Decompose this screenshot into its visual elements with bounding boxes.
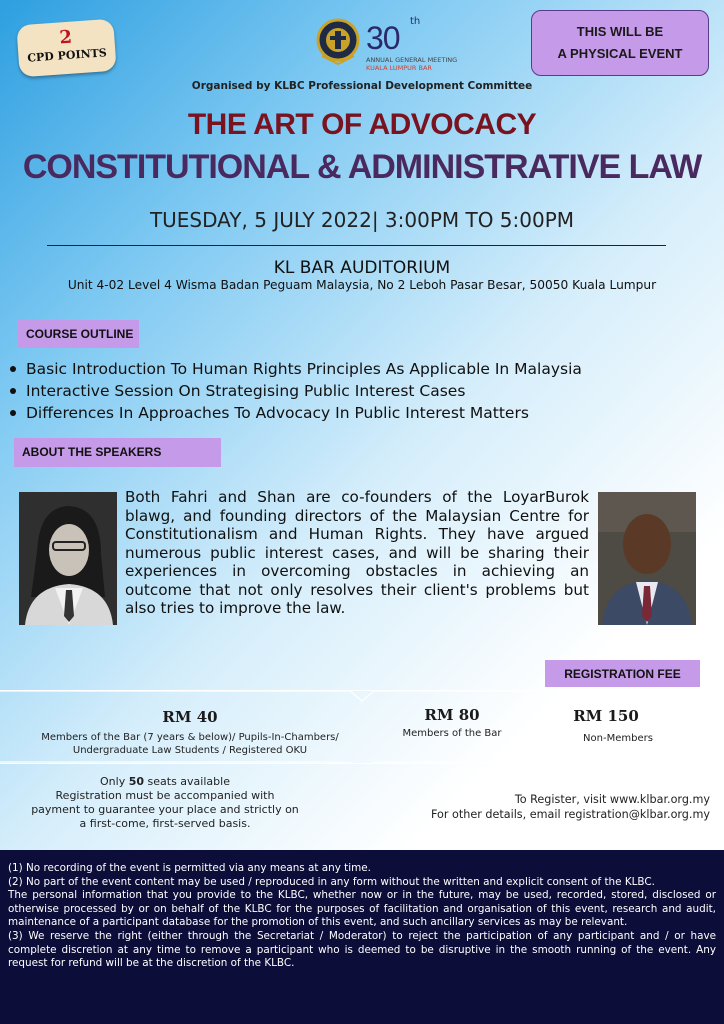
fee-desc-tier1 [20,731,360,757]
terms-item: (1) No recording of the event is permitted via any means at any time. [8,862,371,874]
seats-prefix: Only [100,775,129,788]
physical-event-line1: THIS WILL BE [576,24,664,39]
seats-line3: payment to guarantee your place and strictly on [31,803,299,816]
divider [47,245,666,246]
bullet-icon [10,366,16,372]
speaker-photo-fahri [19,492,117,625]
list-item [10,402,582,424]
list-item [10,358,582,380]
fee-desc-tier3: Non-Members [583,733,653,744]
course-outline-list [10,358,582,424]
register-email-line[interactable]: For other details, email registration@klbar.org.my [430,808,710,821]
seats-line4: a first-come, first-served basis. [79,817,251,830]
outline-item-text: Basic Introduction To Human Rights Principles As Applicable In Malaysia [26,360,582,378]
outline-item-text: Differences In Approaches To Advocacy In Public Interest Matters [26,404,529,422]
list-item [10,380,582,402]
fee-price-tier3: RM 150 [573,707,639,725]
fee-desc-line: Members of the Bar (7 years & below)/ Pupils-In-Chambers/ [41,732,339,743]
speaker-photo-shan [598,492,696,625]
physical-event-line2: A PHYSICAL EVENT [557,46,683,61]
outline-item-text: Interactive Session On Strategising Public Interest Cases [26,382,466,400]
seats-line2: Registration must be accompanied with [55,789,275,802]
agm-line1: ANNUAL GENERAL MEETING [366,56,458,64]
physical-event-box [531,10,709,76]
terms-item: (3) We reserve the right (either through the Secretariat / Moderator) to reject the participation of any participant and / or have complete discretion at any time to remove a participant who is deemed to be disruptive in the smooth running of the event. Any request for refund will be at the discretion of the KLBC. [8,929,716,970]
fee-price-tier1: RM 40 [162,708,218,726]
terms-footer [0,850,724,1024]
agm-number: 30 [366,20,400,56]
terms-item: The personal information that you provide to the KLBC, whether now or in the future, may be used, recorded, stored, disclosed or otherwise processed by or on behalf of the KLBC for the purposes of facilitation and organisation of this event, research and audit, maintenance of a participant database for the promotion of this event, and such ancillary services as may be relevant. [8,889,716,929]
registration-fee-heading: REGISTRATION FEE [545,660,700,687]
cpd-points-badge [16,19,116,78]
seats-count: 50 [128,775,145,788]
title-line1: THE ART OF ADVOCACY [187,108,537,141]
title-line2: CONSTITUTIONAL & ADMINISTRATIVE LAW [22,148,702,186]
terms-item: (2) No part of the event content may be used / reproduced in any form without the written and explicit consent of the KLBC. [8,875,655,888]
agm-suffix: th [410,16,421,27]
cpd-points-label: CPD POINTS [26,46,108,65]
speakers-bio: Both Fahri and Shan are co-founders of the LoyarBurok blawg, and founding directors of the Malaysian Centre for Constitutionalism and Human Rights. They have argued numerous public interest cases, and will be sharing their experiences in overcoming obstacles in achieving an outcome that not only resolves their client's problems but also tries to improve the law. [125,488,589,617]
about-speakers-heading: ABOUT THE SPEAKERS [14,438,221,467]
register-url-line[interactable]: To Register, visit www.klbar.org.my [514,793,710,806]
event-datetime: TUESDAY, 5 JULY 2022| 3:00PM TO 5:00PM [149,208,575,232]
cpd-points-number: 2 [58,26,73,49]
fee-desc-line: Undergraduate Law Students / Registered OKU [72,745,308,756]
agm-30th-logo [366,14,476,74]
seats-info [0,775,330,831]
seats-suffix: seats available [144,775,230,788]
organised-by: Organised by KLBC Professional Development Committee [191,80,533,92]
registration-info [390,792,710,822]
agm-line2: KUALA LUMPUR BAR [366,64,432,72]
venue-address: Unit 4-02 Level 4 Wisma Badan Peguam Malaysia, No 2 Leboh Pasar Besar, 50050 Kuala Lumpur [67,278,657,292]
fee-desc-tier2: Members of the Bar [402,728,502,739]
bullet-icon [10,410,16,416]
course-outline-heading: COURSE OUTLINE [18,320,139,348]
klbar-crest-icon [316,16,360,66]
venue-name: KL BAR AUDITORIUM [273,258,451,278]
seats-line1 [0,775,330,789]
bullet-icon [10,388,16,394]
fee-price-tier2: RM 80 [424,706,480,724]
